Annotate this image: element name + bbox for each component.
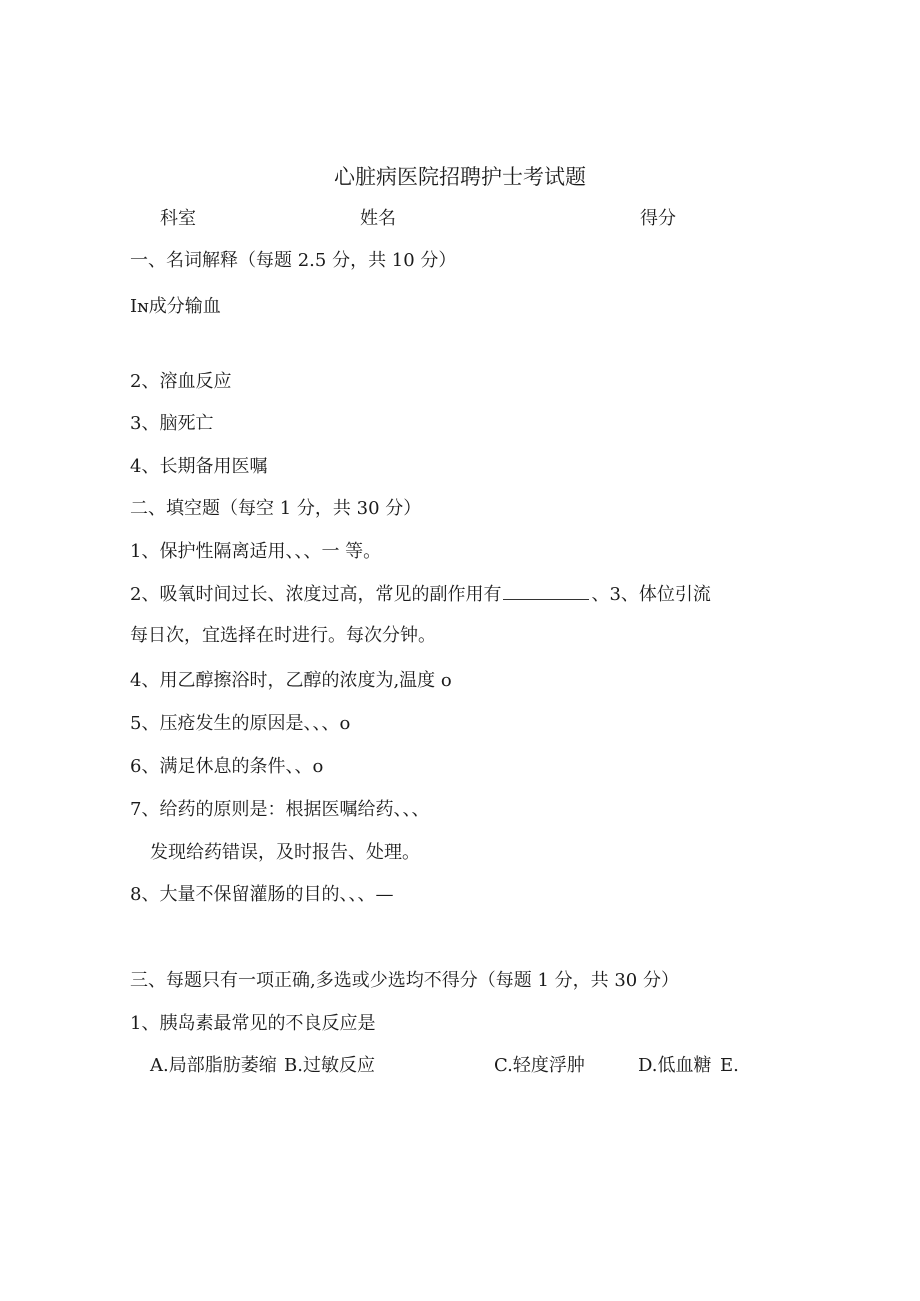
dept-label: 科室 bbox=[160, 208, 196, 229]
question-fill-1: 1、保护性隔离适用、、、一 等。 bbox=[130, 541, 382, 562]
question-fill-8: 8、大量不保留灌肠的目的、、、— bbox=[130, 884, 394, 905]
option-c: C.轻度浮肿 bbox=[494, 1055, 585, 1076]
question-fill-4: 4、用乙醇擦浴时，乙醇的浓度为,温度 o bbox=[130, 670, 452, 691]
question-fill-6: 6、满足休息的条件、、o bbox=[130, 756, 324, 777]
option-b: B.过敏反应 bbox=[284, 1055, 375, 1076]
question-fill-5: 5、压疮发生的原因是、、、o bbox=[130, 713, 351, 734]
score-label: 得分 bbox=[640, 208, 676, 229]
option-e: E. bbox=[720, 1055, 739, 1076]
section3-heading: 三、每题只有一项正确,多选或少选均不得分（每题 1 分，共 30 分） bbox=[130, 970, 679, 991]
question-fill-7-cont: 发现给药错误，及时报告、处理。 bbox=[150, 842, 420, 863]
answer-blank bbox=[503, 583, 589, 600]
question-choice-1: 1、胰岛素最常见的不良反应是 bbox=[130, 1013, 376, 1034]
question-fill-7: 7、给药的原则是：根据医嘱给药、、、 bbox=[130, 799, 430, 820]
question-fill-2-text: 2、吸氧时间过长、浓度过高，常见的副作用有 bbox=[130, 584, 502, 605]
section1-item: 4、长期备用医嘱 bbox=[130, 456, 268, 477]
name-label: 姓名 bbox=[360, 208, 396, 229]
option-d: D.低血糖 bbox=[638, 1055, 712, 1076]
question-fill-3: 每日次，宜选择在时进行。每次分钟。 bbox=[130, 625, 436, 646]
exam-title: 心脏病医院招聘护士考试题 bbox=[334, 165, 586, 189]
question-fill-3-start: 、3、体位引流 bbox=[591, 584, 711, 605]
section1-item: 2、溶血反应 bbox=[130, 371, 232, 392]
question-fill-2 bbox=[130, 583, 711, 606]
section1-heading: 一、名词解释（每题 2.5 分，共 10 分） bbox=[130, 250, 457, 271]
section1-item: Iɴ成分输血 bbox=[130, 296, 221, 317]
section2-heading: 二、填空题（每空 1 分，共 30 分） bbox=[130, 498, 422, 519]
section1-item: 3、脑死亡 bbox=[130, 413, 214, 434]
option-a: A.局部脂肪萎缩 bbox=[150, 1055, 277, 1076]
